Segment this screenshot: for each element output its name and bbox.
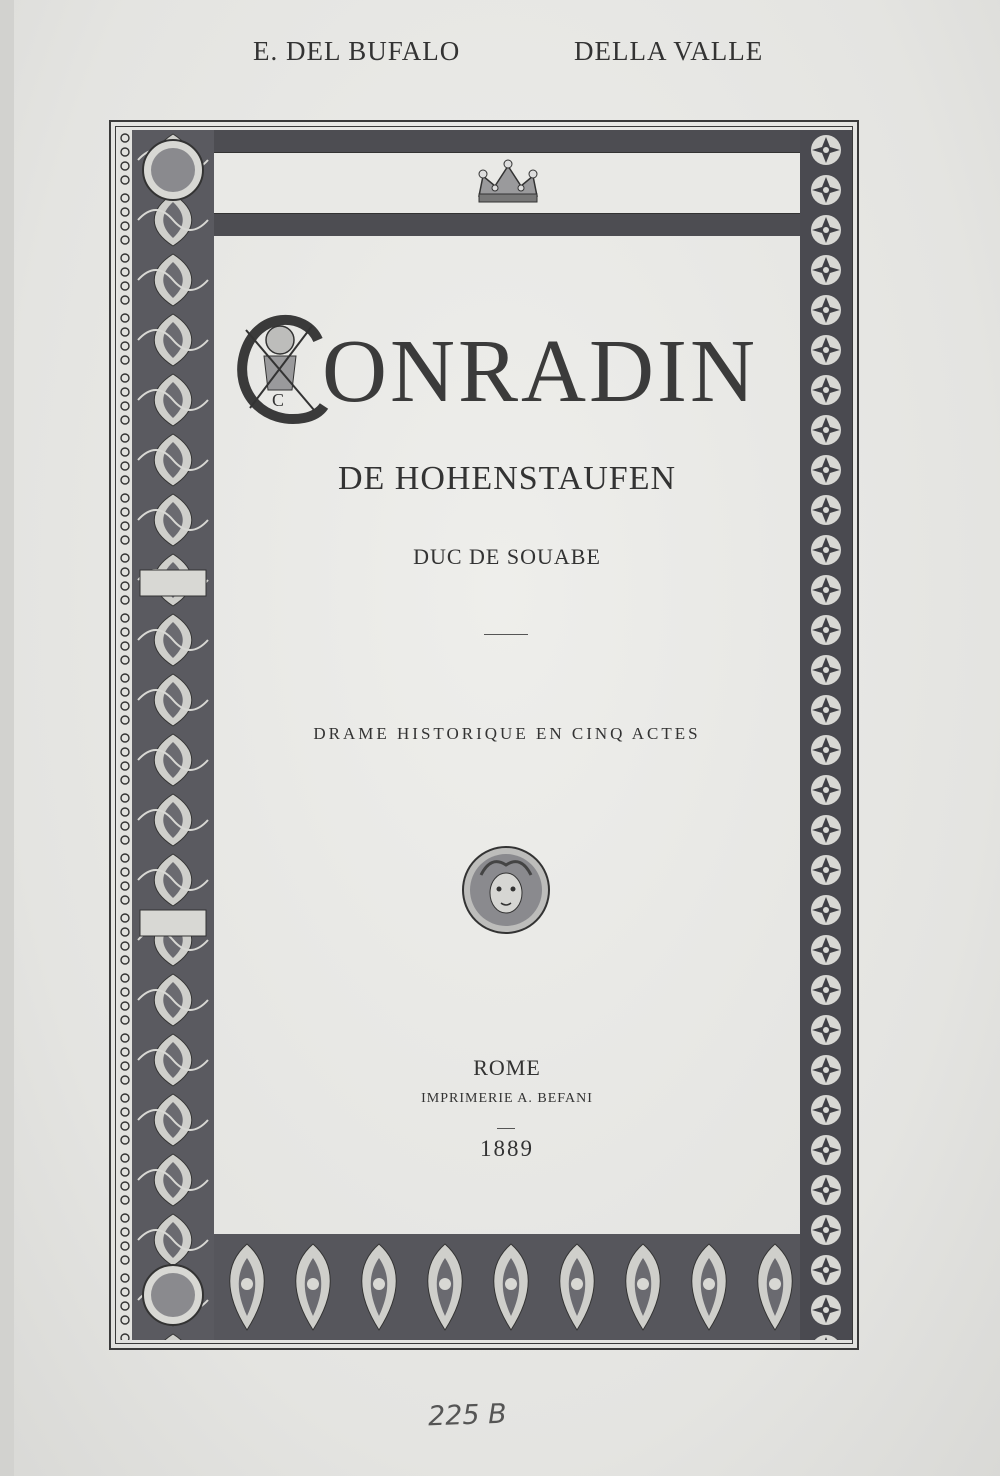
author-name-left: E. DEL BUFALO xyxy=(253,36,461,66)
coronet-icon xyxy=(473,158,543,206)
imprint-city: ROME xyxy=(473,1055,541,1080)
medusa-medallion-icon xyxy=(461,845,551,935)
imprint-year: 1889 xyxy=(480,1136,534,1161)
imprint-rule xyxy=(497,1128,515,1129)
author-name-right: DELLA VALLE xyxy=(574,36,764,66)
main-title: ONRADIN xyxy=(322,322,758,421)
scan-edge xyxy=(0,0,14,1476)
initial-letter: C xyxy=(271,390,285,410)
imprint-printer: IMPRIMERIE A. BEFANI xyxy=(421,1091,593,1106)
right-ornament-border xyxy=(800,130,852,1340)
handwritten-shelfmark: 225 B xyxy=(427,1398,508,1433)
genre-line: DRAME HISTORIQUE EN CINQ ACTES xyxy=(313,724,701,743)
decorated-initial-c xyxy=(226,300,332,440)
bottom-ornament-border xyxy=(214,1234,800,1340)
left-ornament-border xyxy=(118,130,214,1340)
subtitle: DE HOHENSTAUFEN xyxy=(337,460,677,497)
subtitle-duke: DUC DE SOUABE xyxy=(413,544,601,569)
divider-rule xyxy=(484,634,528,635)
